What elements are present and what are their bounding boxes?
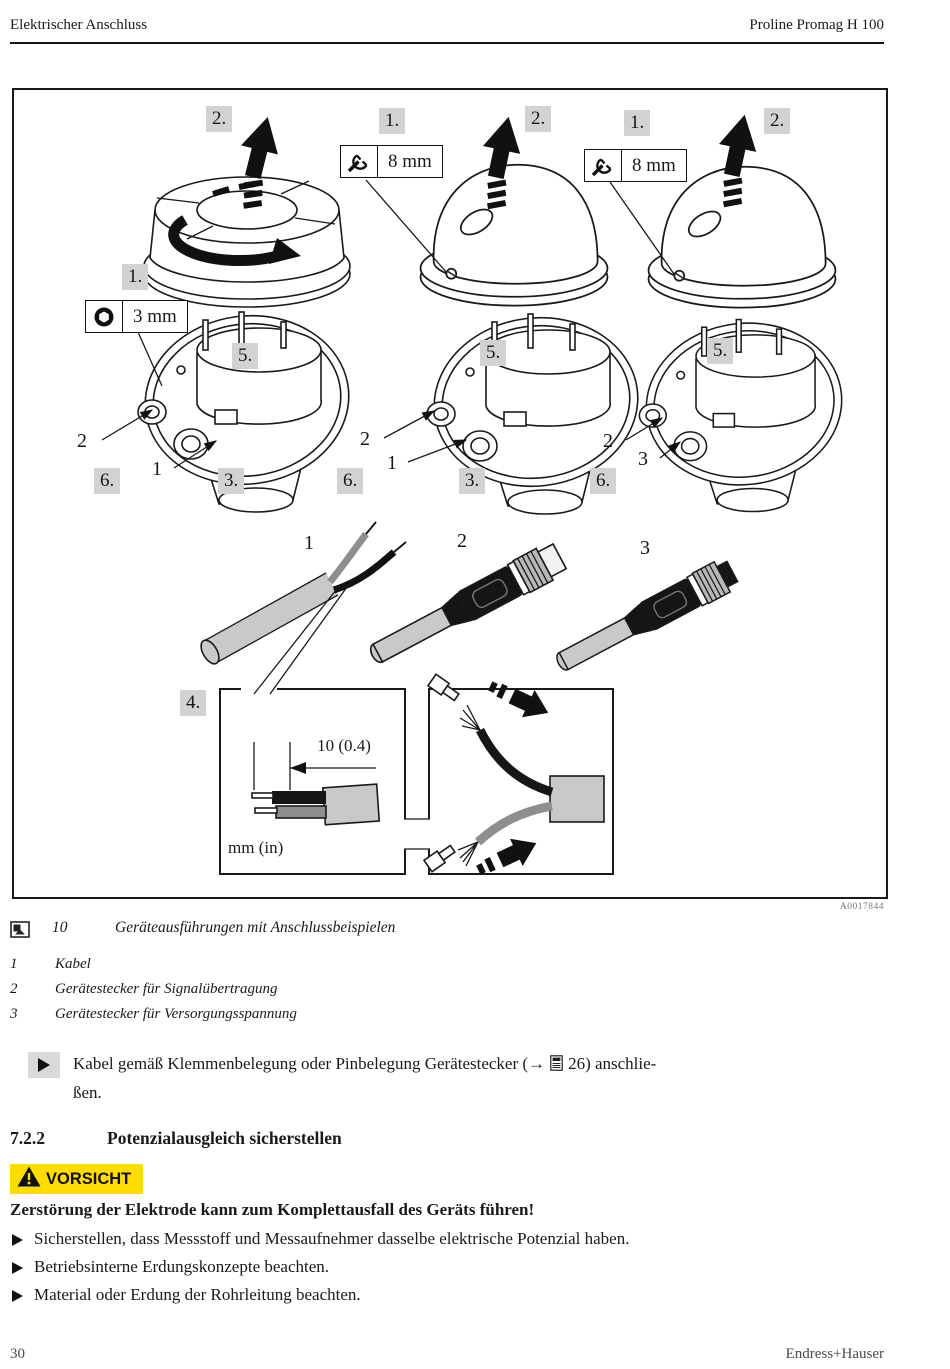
instruction-text	[73, 1050, 873, 1106]
step-label: 1.	[122, 264, 148, 290]
step-label: 6.	[590, 468, 616, 494]
dimension-unit: mm (in)	[228, 838, 284, 857]
warning-triangle-icon	[17, 1166, 41, 1192]
caution-banner	[10, 1164, 143, 1194]
warning-headline: Zerstörung der Elektrode kann zum Komplettausfall des Geräts führen!	[10, 1200, 535, 1219]
document-page-icon	[550, 1052, 563, 1079]
header-rule	[10, 42, 884, 44]
section-heading	[10, 1128, 342, 1149]
legend-key: 2	[10, 981, 18, 997]
tool-size-label: 8 mm	[388, 150, 432, 172]
step-label: 6.	[337, 468, 363, 494]
tool-size-label: 8 mm	[632, 154, 676, 176]
tool-box-wrench	[340, 145, 443, 178]
item-number: 1	[387, 452, 397, 474]
item-number: 2	[457, 530, 467, 552]
figure-icon	[10, 921, 30, 943]
wrench-icon	[341, 146, 378, 177]
tool-box-wrench	[584, 149, 687, 182]
tool-size-label: 3 mm	[133, 305, 177, 327]
instruction-arrow-icon	[38, 1058, 50, 1072]
wrench-icon	[585, 150, 622, 181]
bullet-triangle-icon	[12, 1234, 23, 1246]
step-label: 5.	[707, 338, 733, 364]
item-number: 2	[360, 428, 370, 450]
footer-company: Endress+Hauser	[785, 1346, 884, 1362]
step-label: 1.	[379, 108, 405, 134]
bullet-text: Betriebsinterne Erdungskonzepte beachten.	[34, 1257, 330, 1276]
figure-caption-text: Geräteausführungen mit Anschlussbeispielen	[115, 919, 396, 936]
bullet-triangle-icon	[12, 1290, 23, 1302]
step-label: 6.	[94, 468, 120, 494]
bullet-text: Sicherstellen, dass Messstoff und Messaufnehmer dasselbe elektrische Potenzial haben.	[34, 1229, 630, 1248]
footer-page-number: 30	[10, 1346, 25, 1362]
strip-length-dimension: 10 (0.4)	[317, 736, 371, 755]
caution-label: VORSICHT	[46, 1169, 132, 1188]
instruction-arrow-box	[28, 1052, 60, 1078]
instruction-page-ref: 26) anschlie-	[568, 1054, 657, 1073]
instruction-cont: ßen.	[73, 1083, 102, 1102]
step-label: 2.	[206, 106, 232, 132]
figure-image-code: A0017844	[839, 902, 884, 912]
figure-number: 10	[52, 919, 68, 936]
item-number: 3	[640, 537, 650, 559]
step-label: 5.	[232, 343, 258, 369]
section-number: 7.2.2	[10, 1128, 45, 1148]
legend-desc: Kabel	[55, 956, 91, 972]
connector-signal-art	[364, 540, 568, 671]
step-label: 2.	[525, 106, 551, 132]
header-product-title: Proline Promag H 100	[749, 17, 884, 33]
step-label: 5.	[480, 340, 506, 366]
step-label: 3.	[218, 468, 244, 494]
bullet-triangle-icon	[12, 1262, 23, 1274]
legend-desc: Gerätestecker für Versorgungsspannung	[55, 1006, 297, 1022]
legend-desc: Gerätestecker für Signalübertragung	[55, 981, 278, 997]
step-label: 1.	[624, 110, 650, 136]
figure-line-art	[14, 90, 882, 893]
header-section-title: Elektrischer Anschluss	[10, 17, 148, 33]
tool-box-allen-key	[85, 300, 188, 333]
step-label: 4.	[180, 690, 206, 716]
instruction-pre: Kabel gemäß Klemmenbelegung oder Pinbelegung Gerätestecker (→	[73, 1054, 546, 1073]
connector-power-art	[551, 556, 741, 679]
step-label: 3.	[459, 468, 485, 494]
item-number: 2	[77, 430, 87, 452]
section-title: Potenzialausgleich sicherstellen	[107, 1128, 342, 1148]
item-number: 1	[152, 458, 162, 480]
legend-key: 1	[10, 956, 18, 972]
item-number: 1	[304, 532, 314, 554]
bullet-text: Material oder Erdung der Rohrleitung beachten.	[34, 1285, 361, 1304]
figure-device-versions	[12, 88, 888, 899]
legend-key: 3	[10, 1006, 18, 1022]
item-number: 2	[603, 430, 613, 452]
item-number: 3	[638, 448, 648, 470]
allen-key-icon	[86, 301, 123, 332]
step-label: 2.	[764, 108, 790, 134]
